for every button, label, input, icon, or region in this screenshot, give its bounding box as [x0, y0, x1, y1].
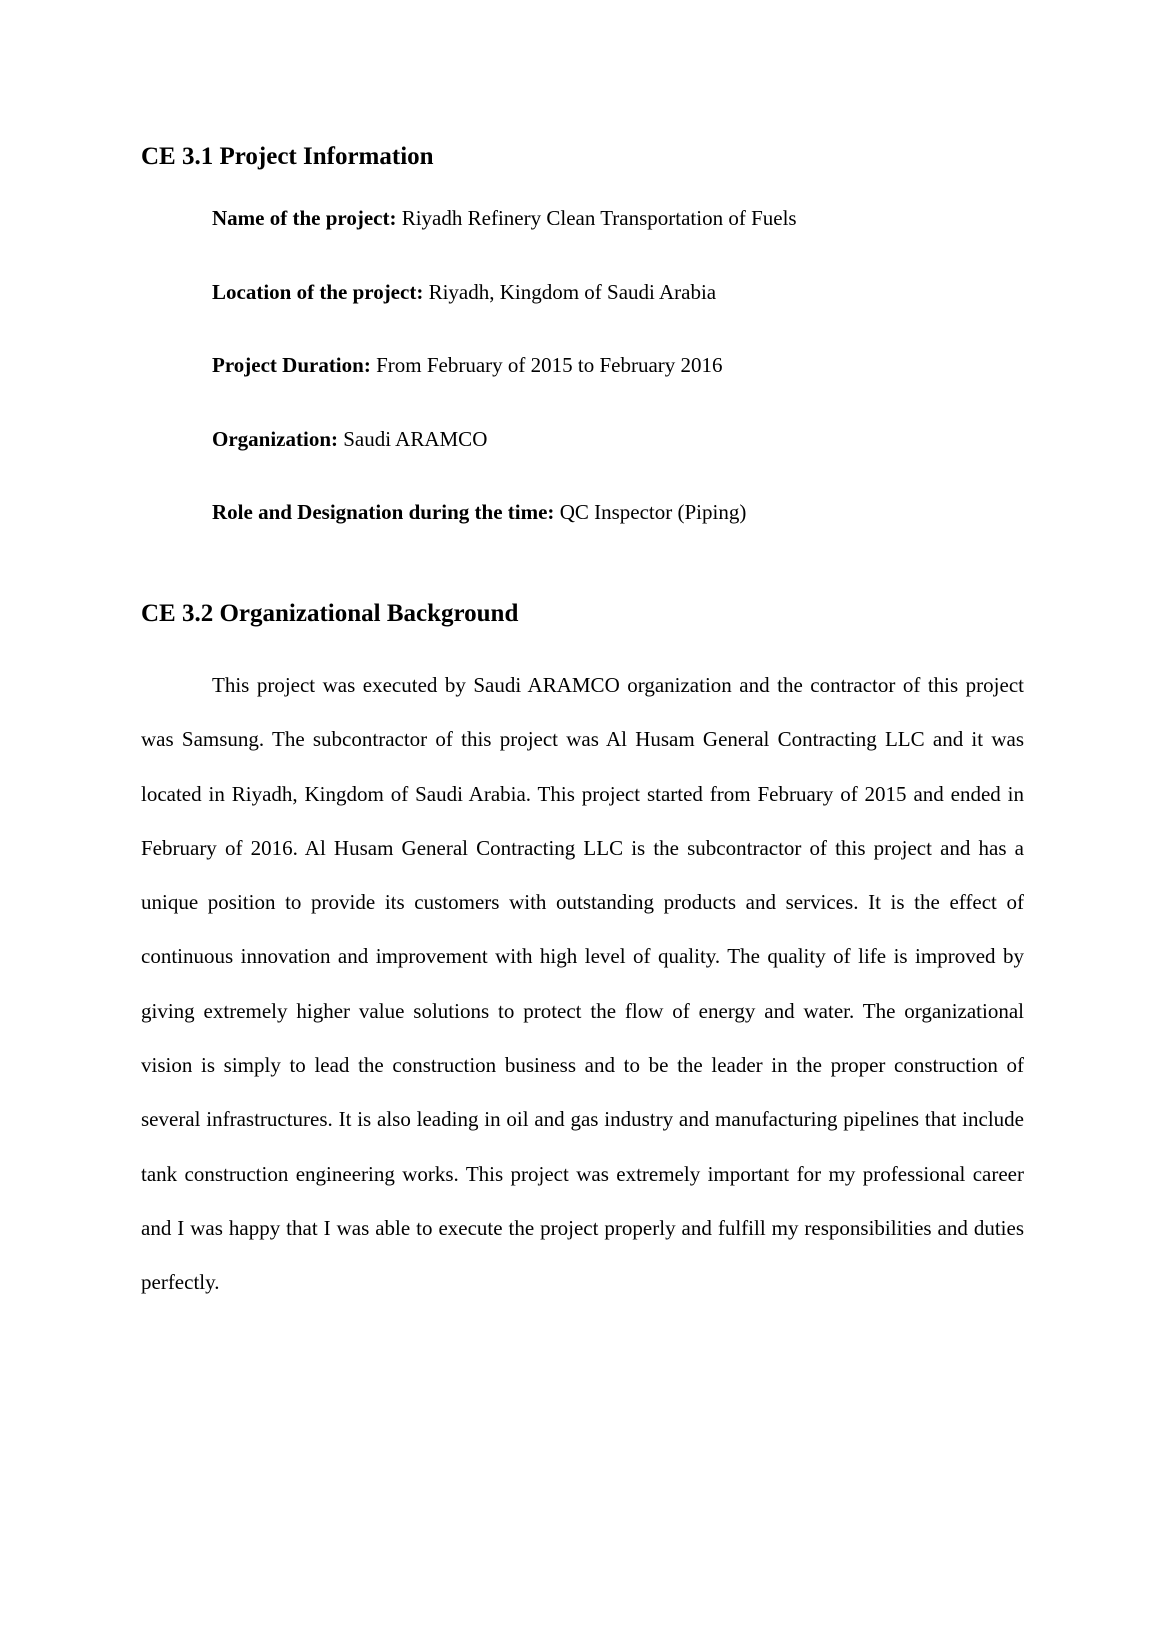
organizational-background-paragraph: This project was executed by Saudi ARAMCO organization and the contractor of this project was Samsung. The subcontractor of this project was Al Husam General Contracting LLC and it was located in Riyadh, Kingdom of Saudi Arabia. This project started from February of 2015 and ended in February of 2016. Al Husam General Contracting LLC is the subcontractor of this project and has a unique position to provide its customers with outstanding products and services. It is the effect of continuous innovation and improvement with high level of quality. The quality of life is improved by giving extremely higher value solutions to protect the flow of energy and water. The organizational vision is simply to lead the construction business and to be the leader in the proper construction of several infrastructures. It is also leading in oil and gas industry and manufacturing pipelines that include tank construction engineering works. This project was extremely important for my professional career and I was happy that I was able to execute the project properly and fulfill my responsibilities and duties perfectly.: [141, 673, 1024, 1295]
info-label: Role and Designation during the time:: [212, 500, 555, 524]
info-item-duration: [212, 350, 797, 424]
section-heading-project-information: CE 3.1 Project Information: [141, 143, 434, 170]
info-item-location: [212, 277, 797, 351]
info-value: Saudi ARAMCO: [343, 426, 488, 451]
info-label: Location of the project:: [212, 279, 424, 304]
project-info-list: [212, 203, 797, 571]
info-value: Riyadh, Kingdom of Saudi Arabia: [428, 279, 717, 304]
info-value: Riyadh Refinery Clean Transportation of Fuels: [401, 206, 797, 230]
info-value: QC Inspector (Piping): [559, 500, 747, 524]
info-value: From February of 2015 to February 2016: [376, 353, 723, 377]
info-item-project-name: [212, 203, 797, 277]
info-item-organization: [212, 424, 797, 498]
info-item-role: [212, 497, 797, 571]
info-label: Organization:: [212, 426, 338, 451]
section-heading-organizational-background: CE 3.2 Organizational Background: [141, 600, 519, 627]
info-label: Project Duration:: [212, 353, 371, 377]
info-label: Name of the project:: [212, 206, 397, 230]
